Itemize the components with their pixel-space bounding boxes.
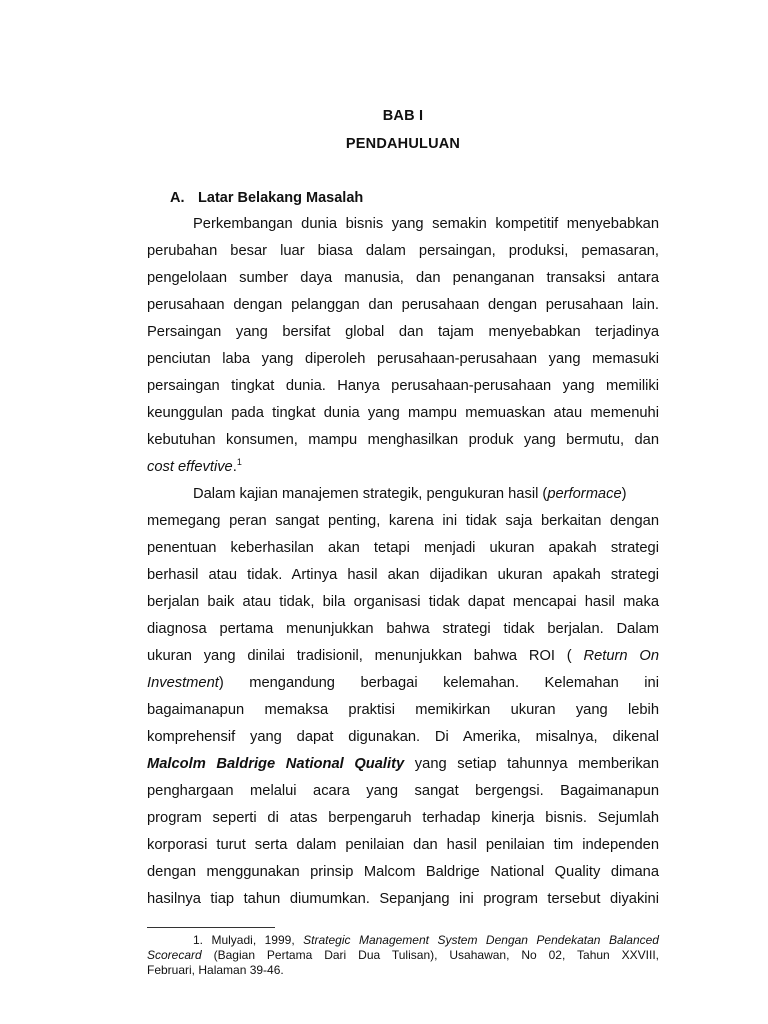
- text-line: dengan menggunakan prinsip Malcom Baldrige National Quality dimana: [147, 864, 659, 880]
- text-line: persaingan tingkat dunia. Hanya perusahaan-perusahaan yang memiliki: [147, 378, 659, 394]
- text-span: ) mengandung berbagai kelemahan. Kelemahan ini: [218, 675, 659, 691]
- text-span: Dalam kajian manajemen strategik, pengukuran hasil (: [193, 486, 548, 502]
- footnote-reference: 1: [236, 457, 242, 468]
- footnote-line: [147, 933, 659, 948]
- period: .: [232, 459, 237, 475]
- text-line: berhasil atau tidak. Artinya hasil akan dijadikan ukuran apakah strategi: [147, 567, 659, 583]
- text-span: 1. Mulyadi, 1999,: [193, 933, 304, 947]
- text-line: Perkembangan dunia bisnis yang semakin kompetitif menyebabkan: [193, 216, 659, 232]
- text-line: memegang peran sangat penting, karena ini tidak saja berkaitan dengan: [147, 513, 659, 529]
- text-line: kebutuhan konsumen, mampu menghasilkan produk yang bermutu, dan: [147, 432, 659, 448]
- text-line: [147, 670, 659, 697]
- text-line: keunggulan pada tingkat dunia yang mampu memuaskan atau memenuhi: [147, 405, 659, 421]
- text-line: [147, 481, 659, 508]
- text-line: berjalan baik atau tidak, bila organisasi tidak dapat mencapai hasil maka: [147, 594, 659, 610]
- italic-term: Return On: [583, 648, 659, 664]
- text-line: korporasi turut serta dalam penilaian dan hasil penilaian tim independen: [147, 837, 659, 853]
- text-line: penghargaan melalui acara yang sangat bergengsi. Bagaimanapun: [147, 783, 659, 799]
- text-line: diagnosa pertama menunjukkan bahwa strategi tidak berjalan. Dalam: [147, 621, 659, 637]
- italic-term: performace: [547, 486, 622, 502]
- section-number: A.: [170, 190, 185, 206]
- text-span: ): [621, 486, 627, 502]
- text-line: bagaimanapun memaksa praktisi memikirkan ukuran yang lebih: [147, 702, 659, 718]
- section-heading: [170, 190, 363, 206]
- footnote-divider: [147, 927, 275, 928]
- text-line: program seperti di atas berpengaruh terhadap kinerja bisnis. Sejumlah: [147, 810, 659, 826]
- text-span: (Bagian Pertama Dari Dua Tulisan), Usahawan, No 02, Tahun XXVIII,: [201, 948, 659, 962]
- text-line: perusahaan dengan pelanggan dan perusahaan dengan perusahaan lain.: [147, 297, 659, 313]
- text-line: [147, 454, 659, 481]
- footnote: [147, 933, 659, 978]
- text-line: komprehensif yang dapat digunakan. Di Amerika, misalnya, dikenal: [147, 729, 659, 745]
- text-line: perubahan besar luar biasa dalam persaingan, produksi, pemasaran,: [147, 243, 659, 259]
- chapter-number: BAB I: [382, 108, 424, 124]
- paragraph-1: [147, 211, 659, 481]
- italic-term: cost effevtive: [147, 459, 233, 475]
- paragraph-2: [147, 481, 659, 913]
- italic-term: Strategic Management System Dengan Pendekatan Balanced: [303, 933, 659, 947]
- section-title: Latar Belakang Masalah: [198, 190, 364, 206]
- bold-italic-term: Malcolm Baldrige National Quality: [147, 756, 405, 772]
- footnote-line: Februari, Halaman 39-46.: [147, 963, 284, 977]
- footnote-line: [147, 948, 659, 963]
- text-span: yang setiap tahunnya memberikan: [404, 756, 659, 772]
- text-line: penciutan laba yang diperoleh perusahaan-perusahaan yang memasuki: [147, 351, 659, 367]
- text-line: [147, 643, 659, 670]
- text-line: penentuan keberhasilan akan tetapi menjadi ukuran apakah strategi: [147, 540, 659, 556]
- text-span: ukuran yang dinilai tradisionil, menunjukkan bahwa ROI (: [147, 648, 572, 664]
- italic-term: Investment: [147, 675, 219, 691]
- text-line: pengelolaan sumber daya manusia, dan penanganan transaksi antara: [147, 270, 659, 286]
- italic-term: Scorecard: [147, 948, 202, 962]
- text-line: [147, 751, 659, 778]
- text-line: Persaingan yang bersifat global dan tajam menyebabkan terjadinya: [147, 324, 659, 340]
- chapter-title: PENDAHULUAN: [345, 136, 461, 152]
- text-line: hasilnya tiap tahun diumumkan. Sepanjang ini program tersebut diyakini: [147, 891, 659, 907]
